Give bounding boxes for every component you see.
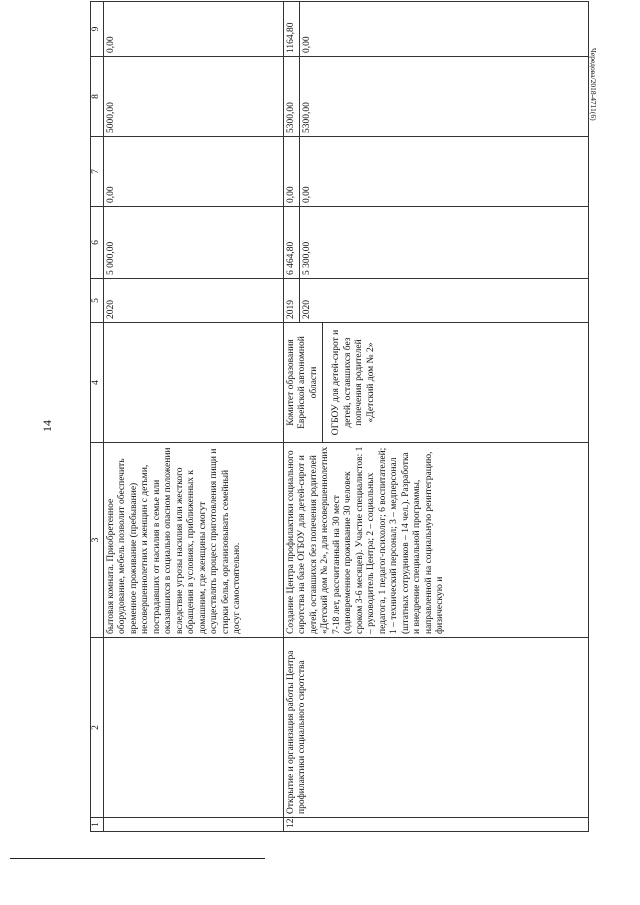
page-number: 14	[40, 420, 54, 432]
table-row-12	[283, 2, 588, 832]
amount-cell: 1164,80	[284, 2, 301, 56]
row-number: 12.	[283, 818, 588, 832]
year-cell: 2020	[302, 300, 312, 319]
amount-cell: 5300,00	[302, 102, 312, 133]
measure-name: Открытие и организация работы Центра профилактики социального сиротства	[283, 638, 588, 818]
rotated-table-container	[90, 2, 610, 832]
document-stamp: Чередова/2018-4711(6)	[589, 48, 598, 121]
year-cell: 2020	[103, 279, 283, 323]
amount-cell: 5 300,00	[302, 241, 312, 275]
amount-cell: 5300,00	[284, 57, 301, 136]
header-cell: 4	[91, 323, 104, 443]
amount-cell: 0,00	[103, 2, 283, 57]
table-row-continued	[103, 2, 283, 832]
header-cell: 8	[91, 57, 104, 137]
amount-cell: 0,00	[302, 186, 312, 203]
year-cell: 2019	[284, 279, 301, 322]
header-cell: 6	[91, 207, 104, 279]
header-cell: 5	[91, 279, 104, 323]
header-cell: 7	[91, 137, 104, 207]
amount-cell: 5000,00	[103, 57, 283, 137]
amount-cell: 6 464,80	[284, 207, 301, 278]
header-row	[91, 2, 104, 832]
header-cell: 3	[91, 443, 104, 638]
amount-cell: 0,00	[103, 137, 283, 207]
header-cell: 2	[91, 638, 104, 818]
amount-cell: 0,00	[284, 137, 301, 206]
funding-table	[90, 1, 589, 832]
agency-primary: Комитет образования Еврейской автономной области	[284, 323, 324, 442]
description-cell: Создание Центра профилактики социального сиротства на базе ОГБОУ для детей-сирот и детей, оставшихся без попечения родителей «Детский дом № 2», для несовершеннолетних 7-18 лет, рассчитанный на 30 мест (одновременное проживание 30 человек сроком 3-6 месяцев). Участие специалистов: 1 – руководитель Центра; 2 – социальных педагога, 1 педагог-психолог; 6 воспитателей; 1 – технический персонал; 3 – медперсонал (штатных сотрудников – 14 чел.). Разработка и внедрение специальной программы, направленной на социальную реинтеграцию, физическую и	[283, 443, 588, 638]
amount-cell: 5 000,00	[103, 207, 283, 279]
description-cell: бытовая комната. Приобретенное оборудование, мебель позволит обеспечить временное проживание (пребывание) несовершеннолетних и женщин с детьми, пострадавших от насилия в семье или оказавшихся в социально опасном положении вследствие угрозы насилия или жесткого обращения в условиях, приближенных к домашним, где женщины смогут осуществлять процесс приготовления пищи и стирки белья, организовывать семейный досуг самостоятельно.	[103, 443, 283, 638]
header-cell: 9	[91, 2, 104, 57]
amount-cell: 0,00	[302, 36, 312, 53]
footer-divider	[10, 858, 265, 859]
agency-secondary: ОГБОУ для детей-сирот и детей, оставшихся без попечения родителей «Детский дом № 2»	[331, 329, 376, 436]
header-cell: 1	[91, 818, 104, 832]
